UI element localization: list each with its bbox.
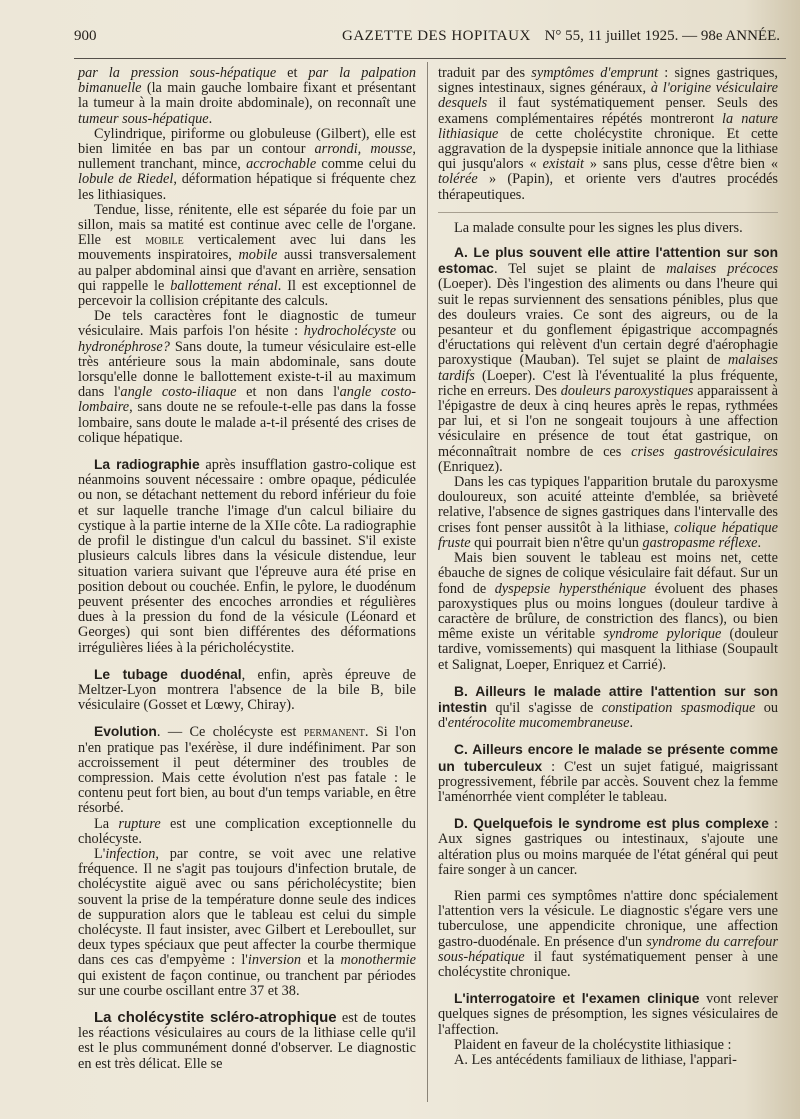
paragraph-radiography: La radiographie après insufflation gastro-colique est néanmoins souvent nécessaire : ombre opaque, pédiculée ou non, se détachant nettement du rebord inférieur du foie et sur laquelle tranche l'image d'un calcul biliaire du cystique à la partie interne de la XIIe côte. La radiographie de profil le distingue d'un calcul du bassinet. S'il existe plusieurs calculs libres dans la vésicule distendue, leur situation variera suivant que l'épreuve aura été prise en position debout ou couchée. Enfin, le pylore, le duodénum peuvent présenter des encoches arrondies et régulières dues à la pression du fond de la vésicule (Léonard et Georges) qui sont bien différentes des déformations irrégulières liées à la péricholécystite. xyxy=(78,457,416,656)
paragraph-borrowed-symptoms: traduit par des symptômes d'emprunt : signes gastriques, signes intestinaux, signes généraux, à l'origine vésiculaire desquels il faut systématiquement penser. Seuls des examens complémentaires répétés montreront la nature lithiasique de cette cholécystite chronique. Et cette aggravation de la dyspepsie initiale annonce que la lithiase qui jusqu'alors « existait » sans plus, cesse d'être bien « tolérée » (Papin), et oriente vers d'autres procédés thérapeutiques. xyxy=(438,65,779,203)
paragraph-shape: Cylindrique, piriforme ou globuleuse (Gilbert), elle est bien limitée en bas par un contour arrondi, mousse, nullement tranchant, mince, accrochable comme celui du lobule de Riedel, déformation hépatique si fréquente chez les lithiasiques. xyxy=(78,125,417,203)
issue-info: N° 55, 11 juillet 1925. — 98e ANNÉE. xyxy=(544,28,780,44)
heading-complex-syndrome: D. Quelquefois le syndrome est plus complexe xyxy=(454,816,769,832)
paragraph-palpation: par la pression sous-hépatique et par la palpation bimanuelle (la main gauche lombaire fixant et présentant la tumeur à la main droite abdominale), on reconnaît une tumeur sous-hépatique. xyxy=(78,65,416,127)
header-rule xyxy=(74,58,786,59)
heading-sclero-atrophic: La cholécystite scléro-atrophique xyxy=(94,1008,337,1026)
paragraph-evolution: Evolution. — Ce cholécyste est permanent. Si l'on n'en pratique pas l'exérèse, il dure indéfiniment. Par son accroissement il peut déterminer des troubles de compression. Mais cette évolution n'est pas fatale : le contenu peut fort bien, au bout d'un temps variable, en être résorbé. xyxy=(78,724,417,817)
heading-radiography: La radiographie xyxy=(94,457,200,473)
paragraph-mobility: Tendue, lisse, rénitente, elle est séparée du foie par un sillon, mais sa matité est continue avec celle de l'organe. Elle est mobile verticalement avec lui dans les mouvements inspiratoires, mobile aussi transversalement au palper abdominal ainsi que d'avant en arrière, sensation qui rappelle le ballottement rénal. Il est exceptionnel de percevoir la collision crépitante des calculs. xyxy=(78,201,416,310)
paragraph-typical-cases: Dans les cas typiques l'apparition brutale du paroxysme douloureux, son acuité atteinte d'emblée, sa brièveté relative, l'absence de signes gastriques dans l'intervalle des crises font penser aussitôt à la lithiase, colique hépatique fruste qui pourrait bien n'être qu'un gastropasme réflexe. xyxy=(438,474,778,551)
paragraph-complex-syndrome: D. Quelquefois le syndrome est plus complexe : Aux signes gastriques ou intestinaux, s'ajoute une altération plus ou moins marquée de l'état général qui peut faire songer à un cancer. xyxy=(438,816,779,878)
paragraph-rupture: La rupture est une complication exceptionnelle du cholécyste. xyxy=(78,815,416,847)
journal-title: GAZETTE DES HOPITAUX xyxy=(342,28,531,44)
paragraph-sclero-atrophic: La cholécystite scléro-atrophique est de toutes les réactions vésiculaires au cours de la lithiase celle qu'il est le plus communément donné d'observer. Le diagnostic en est très délicat. Elle se xyxy=(78,1008,416,1072)
column-divider xyxy=(427,62,428,1102)
right-column xyxy=(438,66,778,1068)
left-column xyxy=(78,66,416,1072)
paragraph-nothing-attracts: Rien parmi ces symptômes n'attire donc spécialement l'attention vers la vésicule. Le diagnostic s'égare vers une tuberculose, une appendicite chronique, une affection gastro-duodénale. En présence d'un syndrome du carrefour sous-hépatique il faut systématiquement penser à une cholécystite chronique. xyxy=(438,887,779,980)
paragraph-stomach: A. Le plus souvent elle attire l'attention sur son estomac. Tel sujet se plaint de malaises précoces (Loeper). Dès l'ingestion des aliments ou dans l'heure qui suit le repas surviennent des sensations pénibles, plus que des douleurs vraies. Ce sont des aigreurs, ou de la pesanteur et du gonflement épigastrique accompagnés d'éructations qui relèvent d'un certain degré d'aérophagie paroxystique (Mauban). Tel sujet se plaint de malaises tardifs (Loeper). C'est là l'éventualité la plus fréquente, riche en erreurs. Des douleurs paroxystiques apparaissent à l'épigastre de deux à cinq heures après le repas, rythmées par lui, et si l'on ne songeait toujours à une affection vésiculaire en présence de tout état gastrique, on méconnaîtrait nombre de ces crises gastrovésiculaires (Enriquez). xyxy=(438,245,779,475)
heading-intestine: B. Ailleurs le malade attire l'attention sur son intestin xyxy=(438,683,778,715)
heading-duodenal-tubing: Le tubage duodénal xyxy=(94,666,242,682)
paragraph-tuberculous: C. Ailleurs encore le malade se présente comme un tuberculeux : C'est un sujet fatigué, maigrissant progressivement, fébrile par accès. Souvent chez la femme l'aménorrhée vient compléter le tableau. xyxy=(438,742,778,805)
heading-tuberculous: C. Ailleurs encore le malade se présente comme un tuberculeux xyxy=(438,742,778,774)
heading-interrogation: L'interrogatoire et l'examen clinique xyxy=(454,991,700,1007)
heading-stomach: A. Le plus souvent elle attire l'attention sur son estomac xyxy=(438,245,778,277)
paragraph-less-clear: Mais bien souvent le tableau est moins net, cette ébauche de signes de colique vésiculaire fait défaut. Sur un fond de dyspepsie hypersthénique évoluent des phases paroxystiques plus ou moins longues (douleur tardive à caractère de brûlure, de constriction des flancs), ou bien même existe un véritable syndrome pylorique (douleur tardive, vomissements) qui masquent la lithiase (Soupault et Salignat, Loeper, Enriquez et Carrié). xyxy=(438,550,778,673)
running-header xyxy=(74,28,790,50)
paragraph-duodenal-tubing: Le tubage duodénal, enfin, après épreuve de Meltzer-Lyon montrera l'absence de la bile B, bile vésiculaire (Gosset et Lœwy, Chiray). xyxy=(78,666,416,714)
heading-evolution: Evolution xyxy=(94,724,157,740)
paragraph-infection: L'infection, par contre, se voit avec une relative fréquence. Il ne s'agit pas toujours d'infection brutale, de cholécystite aiguë avec ou sans péricholécystite; bien souvent la prise de la température donne seule des indices de suppuration alors que le tableau est celui du simple cholécyste. Il faut insister, avec Gilbert et Lereboullet, sur deux types spéciaux que peut affecter la courbe thermique dans ces cas d'empyème : l'inversion et la monothermie qui existent de façon continue, ou tranchent par périodes sur une courbe oscillant entre 37 et 38. xyxy=(78,845,416,999)
paragraph-interrogation: L'interrogatoire et l'examen clinique vont relever quelques signes de présomption, les signes vésiculaires de l'affection. xyxy=(438,991,778,1038)
paragraph-intestine: B. Ailleurs le malade attire l'attention sur son intestin qu'il s'agisse de constipation spasmodique ou d'entérocolite mucomembraneuse. xyxy=(438,683,779,732)
paragraph-plead: Plaident en faveur de la cholécystite lithiasique : xyxy=(454,1036,732,1053)
paragraph-diagnosis: De tels caractères font le diagnostic de tumeur vésiculaire. Mais parfois l'on hésite : hydrocholécyste ou hydronéphrose? Sans doute, la tumeur vésiculaire est-elle très antérieure sous la main abdominale, sans doute lorsqu'elle donne le ballottement existe-t-il au maximum dans l'angle costo-iliaque et non dans l'angle costo-lombaire, sans doute ne se refoule-t-elle pas dans la fosse lombaire, sans doute le malade a-t-il présenté des crises de colique hépatique. xyxy=(78,308,417,446)
page-number: 900 xyxy=(74,28,97,44)
paragraph-consults: La malade consulte pour les signes les plus divers. xyxy=(438,212,778,236)
paragraph-antecedents: A. Les antécédents familiaux de lithiase, l'appari- xyxy=(454,1051,737,1068)
